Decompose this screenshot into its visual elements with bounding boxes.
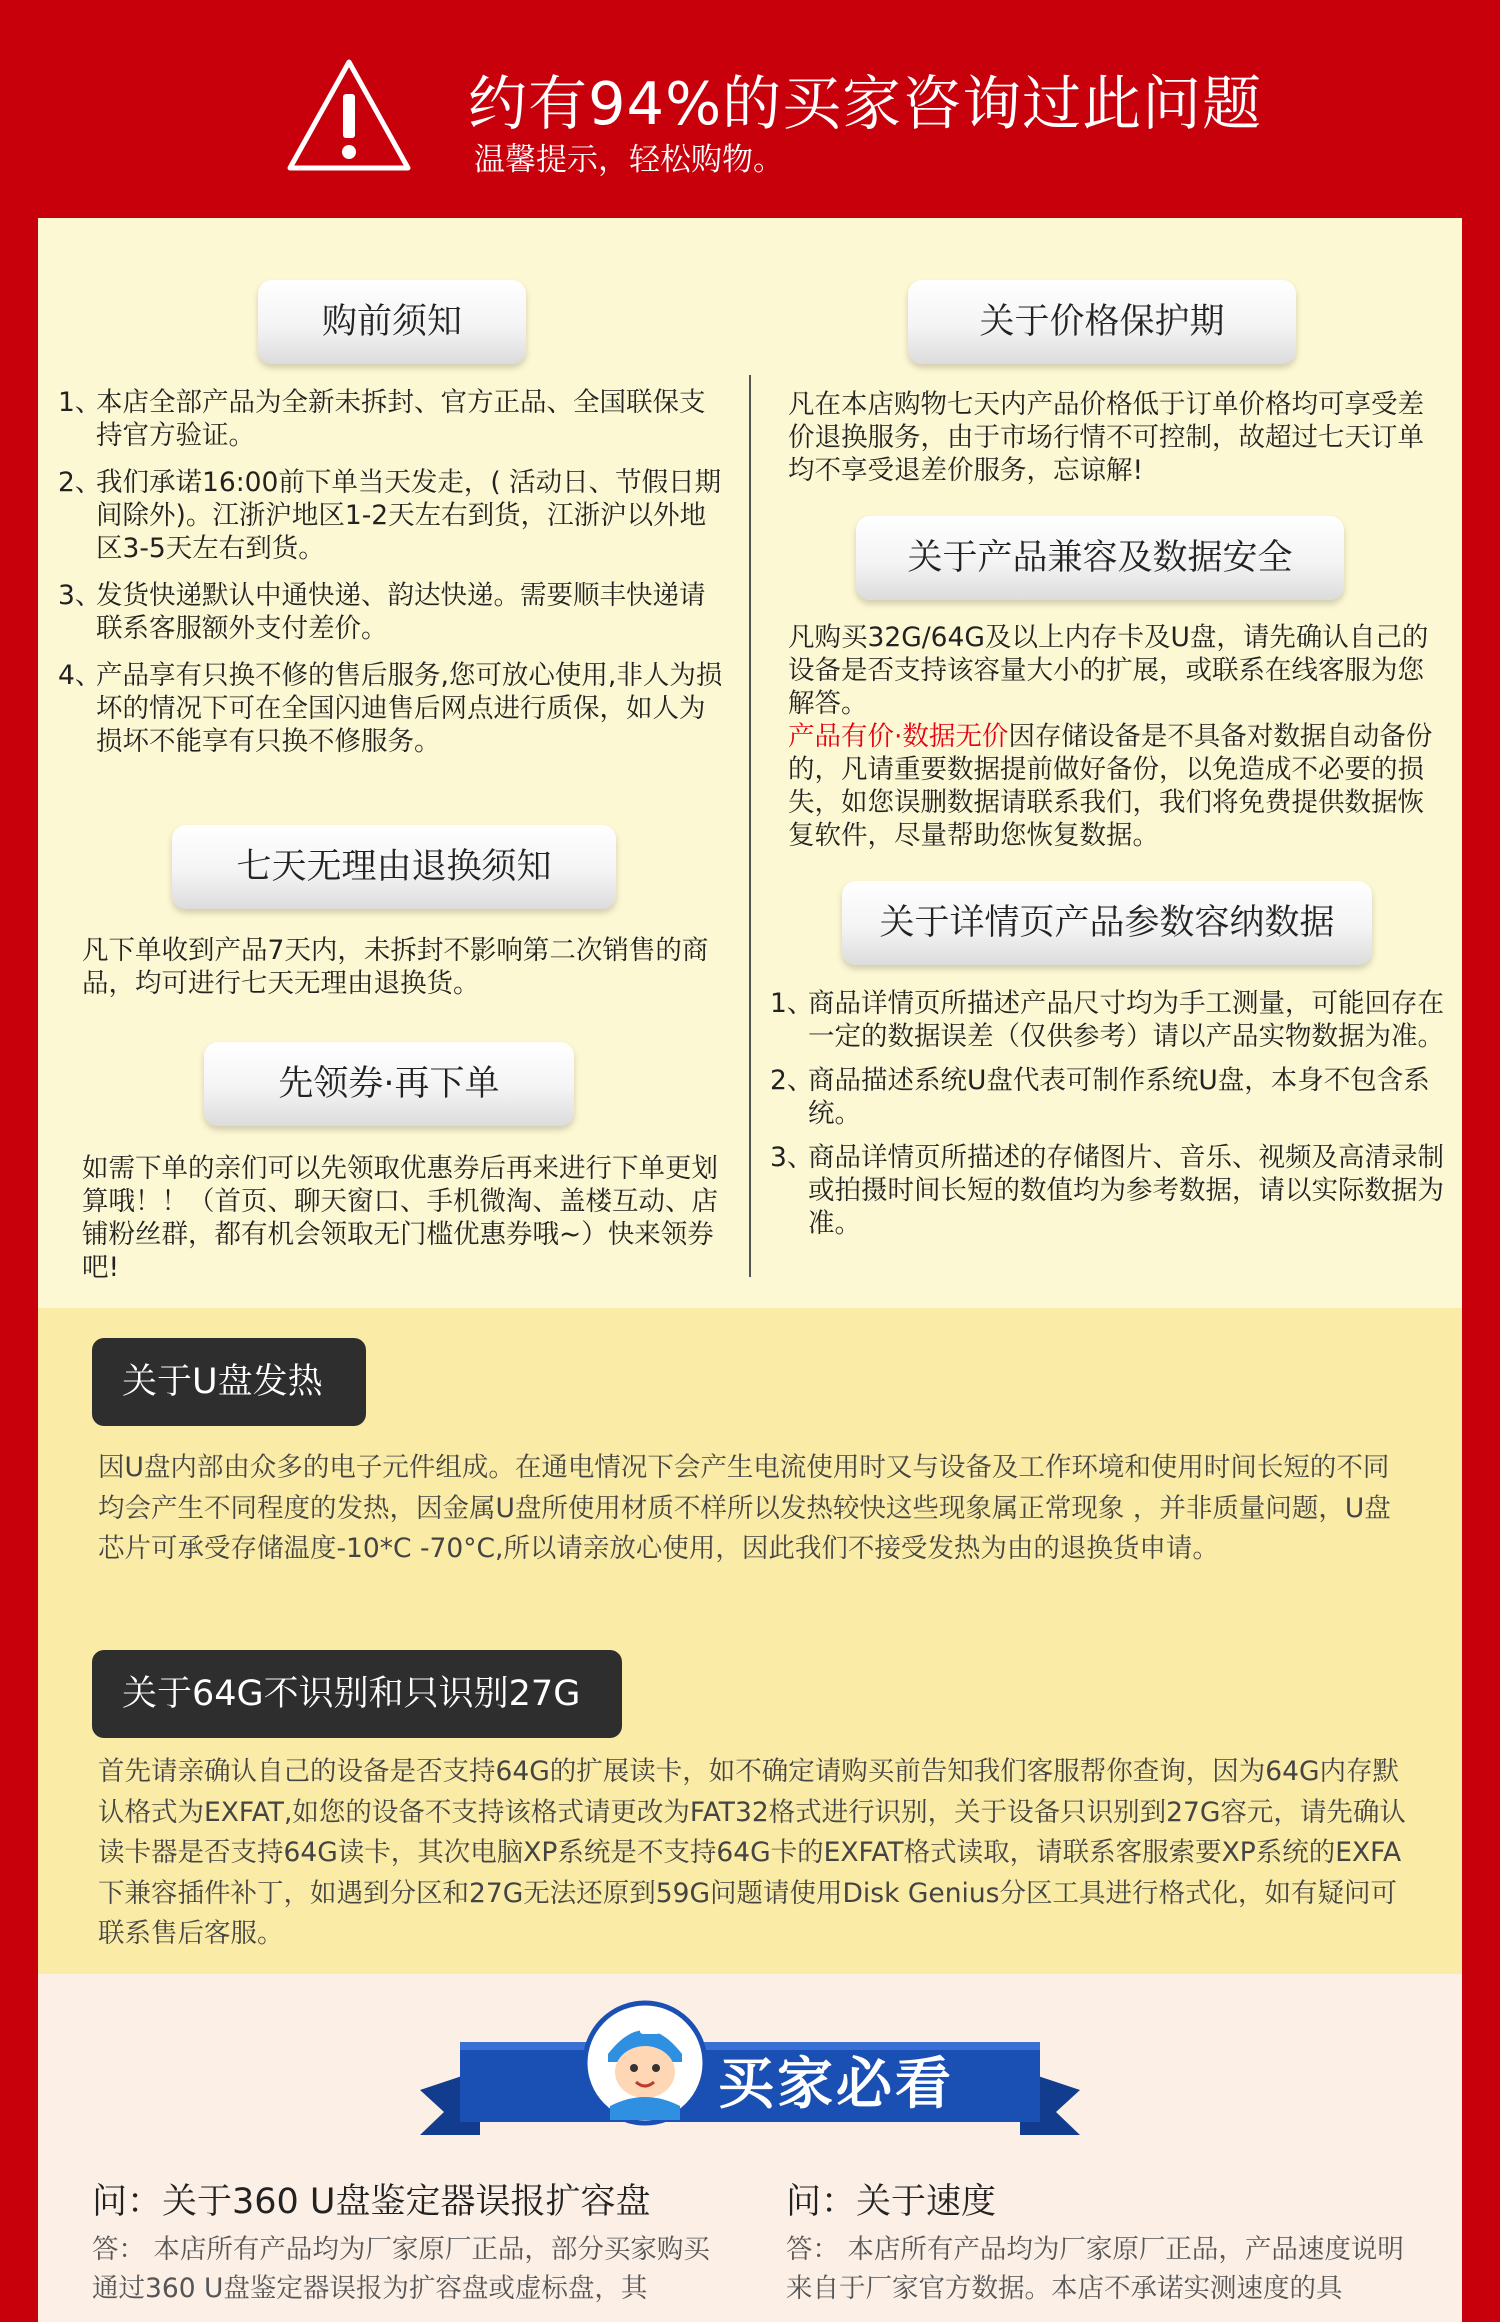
q2-answer: 答： 本店所有产品均为厂家原厂正品，产品速度说明来自于厂家官方数据。本店不承诺实测速度的具 bbox=[786, 2234, 1404, 2304]
recognize-heading: 关于64G不识别和只识别27G bbox=[92, 1650, 622, 1738]
list-item: 4、 产品享有只换不修的售后服务,您可放心使用,非人为损坏的情况下可在全国闪迪售后网点进行质保，如人为损坏不能享有只换不修服务。 bbox=[58, 660, 723, 757]
list-item: 1、 商品详情页所描述产品尺寸均为手工测量，可能回存在一定的数据误差（仅供参考）请以产品实物数据为准。 bbox=[770, 988, 1444, 1052]
heat-heading: 关于U盘发热 bbox=[92, 1338, 366, 1426]
list-item: 2、 我们承诺16:00前下单当天发走，( 活动日、节假日期间除外)。江浙沪地区1-2天左右到货，江浙沪以外地区3-5天左右到货。 bbox=[58, 467, 722, 564]
buyer-banner-title: 买家必看 bbox=[718, 2052, 954, 2117]
customer-service-mascot-icon bbox=[580, 1988, 710, 2138]
data-warning-label: 产品有价·数据无价 bbox=[788, 721, 1009, 752]
recognize-text: 首先请亲确认自己的设备是否支持64G的扩展读卡，如不确定请购买前告知我们客服帮你查询，因为64G内存默认格式为EXFAT,如您的设备不支持该格式请更改为FAT32格式进行识别，关于设备只识别到27G容元，请先确认读卡器是否支持64G读卡，其次电脑XP系统是不支持64G卡的EXFAT格式读取，请联系客服索要XP系统的EXFA下兼容插件补丁，如遇到分区和27G无法还原到59G问题请使用Disk Genius分区工具进行格式化，如有疑问可联系售后客服。 bbox=[98, 1756, 1406, 1949]
price-protection-text: 凡在本店购物七天内产品价格低于订单价格均可享受差价退换服务，由于市场行情不可控制，故超过七天订单均不享受退差价服务，忘谅解! bbox=[788, 389, 1424, 486]
list-item: 2、 商品描述系统U盘代表可制作系统U盘，本身不包含系统。 bbox=[770, 1065, 1430, 1129]
list-item: 3、 发货快递默认中通快递、韵达快递。需要顺丰快递请联系客服额外支付差价。 bbox=[58, 580, 706, 644]
list-item: 3、 商品详情页所描述的存储图片、音乐、视频及高清录制或拍摄时间长短的数值均为参考数据，请以实际数据为准。 bbox=[770, 1142, 1444, 1239]
pre-purchase-list bbox=[58, 386, 728, 772]
params-list bbox=[770, 987, 1446, 1251]
header-title: 约有94%的买家咨询过此问题 bbox=[468, 69, 1263, 138]
coupon-heading: 先领券·再下单 bbox=[204, 1042, 574, 1126]
q2-title: 问：关于速度 bbox=[786, 2182, 997, 2222]
return-policy-heading: 七天无理由退换须知 bbox=[172, 825, 616, 909]
page-header bbox=[0, 0, 1500, 215]
return-policy-text: 凡下单收到产品7天内，未拆封不影响第二次销售的商品，均可进行七天无理由退换货。 bbox=[82, 935, 709, 999]
pre-purchase-heading: 购前须知 bbox=[258, 280, 526, 364]
warning-icon bbox=[284, 56, 414, 174]
price-protection-heading: 关于价格保护期 bbox=[908, 280, 1296, 364]
compat-text: 凡购买32G/64G及以上内存卡及U盘，请先确认自己的设备是否支持该容量大小的扩展，或联系在线客服为您解答。 产品有价·数据无价因存储设备是不具备对数据自动备份的，凡请重要数据提前做好备份，以免造成不必要的损失，如您误删数据请联系我们，我们将免费提供数据恢复软件，尽量帮助您恢复数据。 bbox=[788, 622, 1433, 851]
compat-heading: 关于产品兼容及数据安全 bbox=[856, 516, 1344, 600]
heat-text: 因U盘内部由众多的电子元件组成。在通电情况下会产生电流使用时又与设备及工作环境和使用时间长短的不同均会产生不同程度的发热，因金属U盘所使用材质不样所以发热较快这些现象属正常现象 ，并非质量问题，U盘芯片可承受存储温度-10*C -70°C,所以请亲放心使用，因此我们不接受发热为由的退换货申请。 bbox=[98, 1452, 1391, 1564]
q1-answer: 答： 本店所有产品均为厂家原厂正品，部分买家购买通过360 U盘鉴定器误报为扩容盘或虚标盘，其 bbox=[92, 2234, 710, 2304]
column-divider bbox=[749, 375, 751, 1277]
q1-title: 问：关于360 U盘鉴定器误报扩容盘 bbox=[92, 2182, 651, 2222]
list-item: 1、 本店全部产品为全新未拆封、官方正品、全国联保支持官方验证。 bbox=[58, 387, 706, 451]
header-subtitle: 温馨提示，轻松购物。 bbox=[474, 142, 784, 178]
params-heading: 关于详情页产品参数容纳数据 bbox=[842, 881, 1372, 965]
coupon-text: 如需下单的亲们可以先领取优惠券后再来进行下单更划算哦！！（首页、聊天窗口、手机微淘、盖楼互动、店铺粉丝群，都有机会领取无门槛优惠券哦~）快来领券吧! bbox=[82, 1153, 718, 1283]
